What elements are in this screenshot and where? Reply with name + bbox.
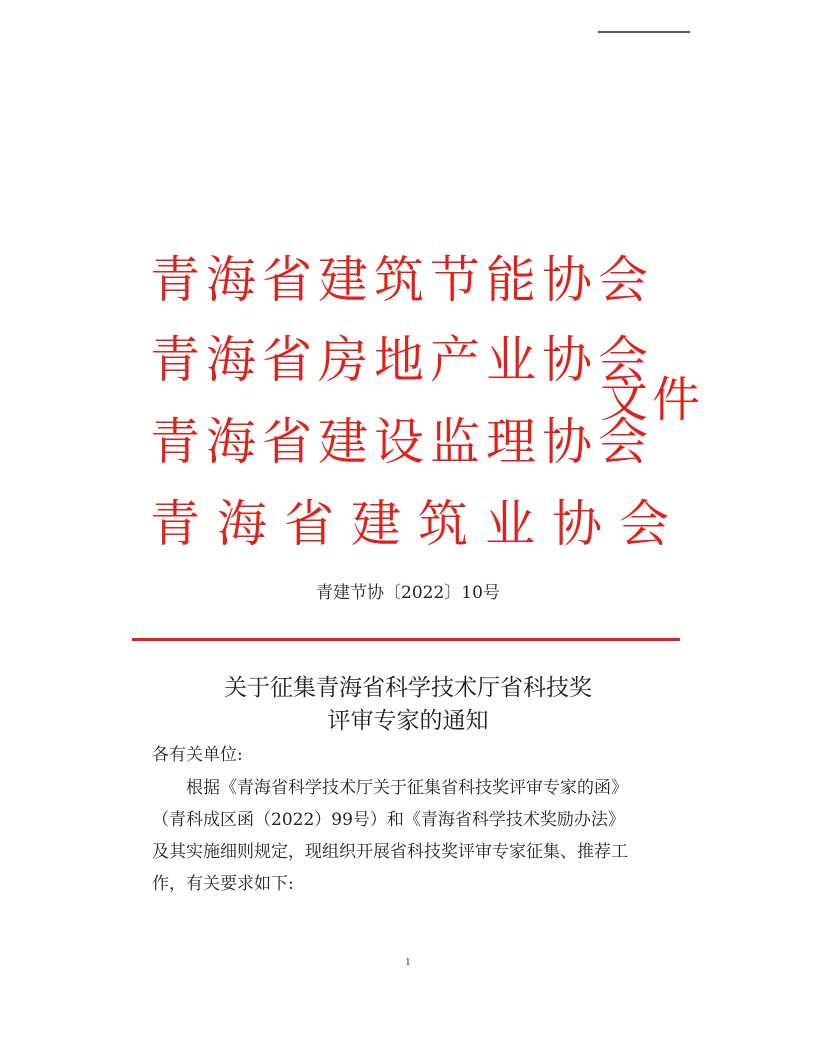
- notice-title: [0, 672, 816, 738]
- page-number: 1: [405, 958, 411, 968]
- association-name-supervision: 青海省建设监理协会: [150, 413, 654, 471]
- red-divider-line: [132, 638, 680, 641]
- association-name-energy-saving: 青海省建筑节能协会: [150, 251, 654, 309]
- document-number: 青建节协〔2022〕10号: [316, 583, 500, 603]
- document-type-label: 文件: [600, 372, 705, 428]
- body-line: （青科成区函（2022）99号）和《青海省科学技术奖励办法》: [152, 810, 625, 830]
- salutation: 各有关单位:: [152, 745, 243, 765]
- association-name-construction: 青海省建筑业协会: [150, 495, 686, 553]
- body-paragraph: [152, 772, 687, 900]
- notice-title-line-1: 关于征集青海省科学技术厅省科技奖: [224, 675, 592, 701]
- body-line: 及其实施细则规定，现组织开展省科技奖评审专家征集、推荐工: [152, 842, 628, 862]
- issuing-organizations-header: [150, 250, 710, 553]
- notice-title-line-2: 评审专家的通知: [327, 708, 489, 734]
- scan-artifact-line: [598, 31, 690, 33]
- body-line: 作，有关要求如下:: [152, 874, 294, 894]
- association-name-real-estate: 青海省房地产业协会: [150, 331, 654, 389]
- body-line: 根据《青海省科学技术厅关于征集省科技奖评审专家的函》: [186, 778, 628, 798]
